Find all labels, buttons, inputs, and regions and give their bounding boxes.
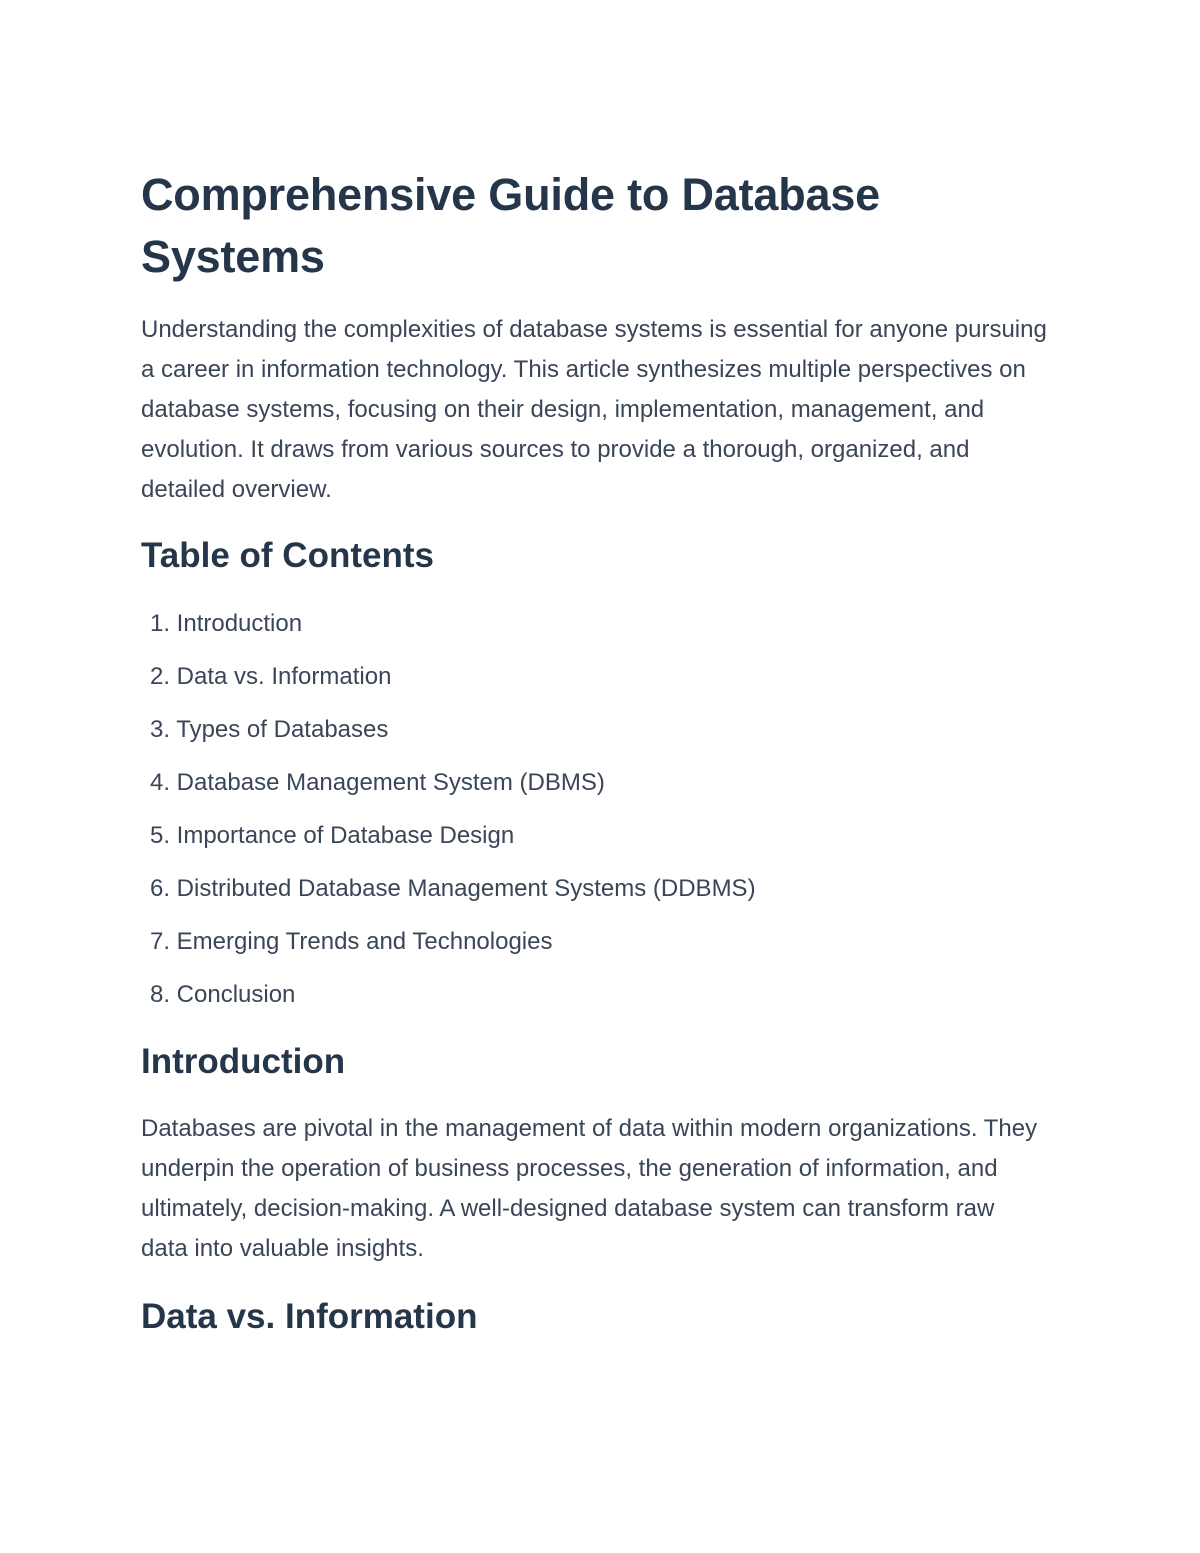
toc-item-number: 4. — [149, 769, 170, 796]
introduction-paragraph: Databases are pivotal in the management of data within modern organizations. They underpin the operation of business processes, the generation of information, and ultimately, decision-making. A well-designed database system can transform raw data into valuable insights. — [141, 1115, 1038, 1262]
toc-item-label: Database Management System (DBMS) — [176, 769, 605, 796]
table-of-contents — [141, 604, 756, 1028]
toc-item-types-of-databases[interactable] — [141, 710, 756, 763]
toc-item-database-design[interactable] — [141, 816, 756, 869]
toc-item-number: 1. — [149, 610, 170, 637]
toc-item-label: Emerging Trends and Technologies — [176, 928, 553, 955]
intro-paragraph: Understanding the complexities of database systems is essential for anyone pursuing a career in information technology. This article synthesizes multiple perspectives on database systems, focusing on their design, implementation, management, and evolution. It draws from various sources to provide a thorough, organized, and detailed overview. — [141, 316, 1047, 503]
toc-item-label: Introduction — [176, 610, 303, 637]
toc-item-number: 3. — [149, 716, 170, 743]
toc-heading: Table of Contents — [141, 536, 434, 575]
toc-item-label: Conclusion — [176, 981, 296, 1008]
toc-item-number: 8. — [149, 981, 170, 1008]
toc-item-label: Distributed Database Management Systems (DDBMS) — [176, 875, 756, 902]
toc-item-dbms[interactable] — [141, 763, 756, 816]
toc-item-label: Importance of Database Design — [176, 822, 515, 849]
toc-item-ddbms[interactable] — [141, 869, 756, 922]
toc-item-number: 2. — [149, 663, 170, 690]
toc-item-number: 7. — [149, 928, 170, 955]
toc-item-number: 5. — [149, 822, 170, 849]
page-title: Comprehensive Guide to Database Systems — [141, 169, 881, 282]
toc-item-introduction[interactable] — [141, 604, 756, 657]
data-vs-information-heading: Data vs. Information — [141, 1297, 478, 1336]
toc-item-emerging-trends[interactable] — [141, 922, 756, 975]
toc-item-data-vs-information[interactable] — [141, 657, 756, 710]
toc-item-number: 6. — [149, 875, 170, 902]
toc-item-label: Data vs. Information — [176, 663, 392, 690]
toc-item-label: Types of Databases — [176, 716, 389, 743]
introduction-heading: Introduction — [141, 1042, 346, 1081]
toc-item-conclusion[interactable] — [141, 975, 756, 1028]
